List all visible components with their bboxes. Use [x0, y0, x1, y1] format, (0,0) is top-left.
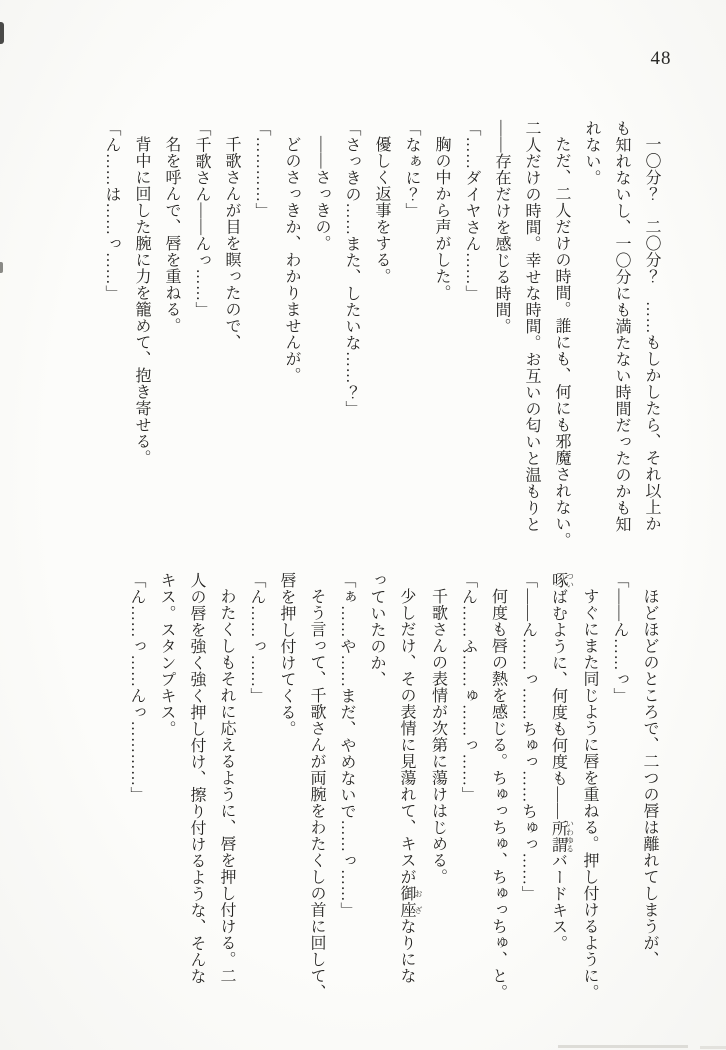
text-line-top-1: 一〇分？ 二〇分？ ……もしかしたら、それ以上か — [643, 136, 660, 532]
text-line-bottom-4: 啄 ついばむように、何度も何度も――所謂 いわゆるバードキス。 — [549, 572, 575, 952]
text-block-top — [94, 120, 666, 558]
text-line-top-5: 二人だけの時間。幸せな時間。お互いの匂いと温もりと — [523, 120, 540, 533]
text-line-top-10: 優しく返事をする。 — [373, 136, 390, 285]
text-line-bottom-7: 「ん……ふ……ゅ……っ……」 — [459, 572, 477, 803]
text-line-bottom-15: わたくしもそれに応えるように、唇を押し付ける。二 — [218, 588, 235, 984]
scan-artifact-left-mid — [0, 262, 3, 273]
ruby-annotated-word: 御座 おざ — [398, 885, 423, 918]
text-line-top-4: ただ、二人だけの時間。誰にも、何にも邪魔されない。 — [553, 136, 570, 549]
text-line-bottom-12: そう言って、千歌さんが両腕をわたくしの首に回して、 — [308, 588, 325, 1001]
text-line-top-7: 「……ダイヤさん……」 — [463, 120, 480, 302]
text-line-bottom-1: ほどほどのところで、二つの唇は離れてしまうが、 — [641, 588, 658, 968]
text-line-top-16: 「千歌さん――んっ……」 — [193, 120, 210, 318]
scan-artifact-bottom — [558, 1045, 688, 1048]
ruby-annotated-word: 啄 つい — [549, 572, 575, 589]
text-line-bottom-18: 「ん……っ……んっ…………」 — [128, 572, 145, 803]
text-line-bottom-13: 唇を押し付けてくる。 — [278, 572, 295, 737]
text-line-bottom-3: すぐにまた同じように唇を重ねる。押し付けるように。 — [581, 588, 598, 1001]
text-line-top-19: 「ん……は……っ……」 — [103, 120, 120, 302]
text-line-bottom-11: 「ぁ……や……まだ、やめないで……っ……」 — [338, 572, 355, 919]
text-line-bottom-17: キス。スタンプキス。 — [158, 572, 175, 737]
text-line-top-3: れない。 — [583, 120, 600, 186]
text-line-bottom-9: 少しだけ、その表情に見蕩れて、キスが御座 おざなりにな — [398, 588, 423, 984]
text-block-bottom — [122, 572, 664, 1014]
text-line-top-9: 「なぁに？」 — [403, 120, 420, 219]
text-line-top-17: 名を呼んで、唇を重ねる。 — [163, 136, 180, 334]
text-line-top-8: 胸の中から声がした。 — [433, 136, 450, 301]
text-line-top-11: 「さっきの……また、したいな……？」 — [343, 120, 360, 417]
text-line-top-6: ――存在だけを感じる時間。 — [493, 120, 510, 335]
scan-artifact-bottom-right — [700, 1046, 726, 1049]
text-line-top-14: 「…………」 — [253, 120, 270, 219]
page-number: 48 — [650, 48, 672, 69]
text-line-bottom-10: っていたのか、 — [368, 572, 385, 688]
text-line-bottom-6: 何度も唇の熱を感じる。ちゅっちゅ、ちゅっちゅ、と。 — [489, 588, 507, 1001]
text-line-top-2: も知れないし、一〇分にも満たない時間だったのかも知 — [613, 120, 630, 533]
text-line-top-13: どのさっきか、わかりませんが。 — [283, 136, 300, 384]
text-line-bottom-16: 人の唇を強く強く押し付け、擦り付けるような、そんな — [188, 572, 205, 985]
scan-artifact-left-top — [0, 22, 4, 44]
text-line-bottom-8: 千歌さんの表情が次第に蕩けはじめる。 — [429, 588, 447, 885]
text-line-top-18: 背中に回した腕に力を籠めて、抱き寄せる。 — [133, 136, 150, 466]
text-line-bottom-2: 「――ん……っ」 — [611, 572, 628, 704]
text-line-bottom-5: 「――ん……っ……ちゅっ……ちゅっ……」 — [519, 572, 537, 902]
text-line-top-12: ――さっきの。 — [313, 136, 330, 252]
ruby-annotated-word: 所謂 いわゆる — [549, 819, 575, 853]
text-line-bottom-14: 「ん……っ……」 — [248, 572, 265, 704]
text-line-top-15: 千歌さんが目を瞑ったので、 — [223, 136, 240, 351]
